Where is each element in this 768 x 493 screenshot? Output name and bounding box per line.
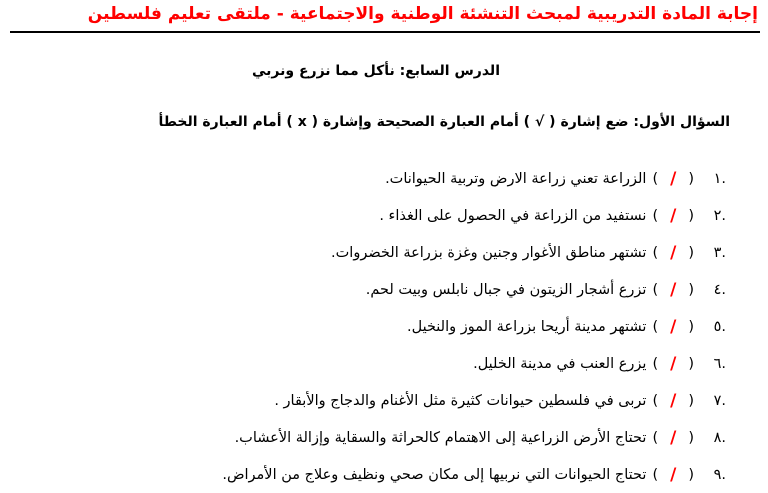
item-number: .٥ [713, 318, 726, 335]
open-paren: ( [688, 244, 694, 261]
answer-mark: / [670, 390, 677, 411]
item-number: .٧ [713, 392, 726, 409]
list-item [0, 234, 726, 271]
header-divider [10, 31, 760, 33]
item-number: .١ [713, 170, 726, 187]
open-paren: ( [688, 355, 694, 372]
item-number: .٦ [713, 355, 726, 372]
question-title: السؤال الأول: ضع إشارة ( √ ) أمام العبارة الصحيحة وإشارة ( x ) أمام العبارة الخطأ [158, 114, 730, 130]
answer-mark: / [670, 279, 677, 300]
item-text: تحتاج الأرض الزراعية إلى الاهتمام كالحراثة والسقاية وإزالة الأعشاب. [234, 429, 647, 446]
item-text: تشتهر مدينة أريحا بزراعة الموز والنخيل. [406, 318, 647, 335]
open-paren: ( [688, 429, 694, 446]
item-number: .٤ [713, 281, 726, 298]
answer-mark: / [670, 427, 677, 448]
close-paren: ) [652, 207, 659, 224]
page-header-title: إجابة المادة التدريبية لمبحث التنشئة الوطنية والاجتماعية - ملتقى تعليم فلسطين [87, 4, 758, 24]
list-item [0, 382, 726, 419]
list-item [0, 197, 726, 234]
close-paren: ) [652, 466, 659, 483]
item-number: .٩ [713, 466, 726, 483]
close-paren: ) [652, 355, 659, 372]
answer-mark: / [670, 168, 677, 189]
item-text: تزرع أشجار الزيتون في جبال نابلس وبيت لحم. [365, 281, 647, 298]
answer-mark: / [670, 353, 677, 374]
close-paren: ) [652, 318, 659, 335]
list-item [0, 345, 726, 382]
open-paren: ( [688, 170, 694, 187]
open-paren: ( [688, 207, 694, 224]
open-paren: ( [688, 318, 694, 335]
answer-mark: / [670, 242, 677, 263]
list-item [0, 308, 726, 345]
close-paren: ) [652, 429, 659, 446]
item-number: .٣ [713, 244, 726, 261]
close-paren: ) [652, 281, 659, 298]
item-text: تشتهر مناطق الأغوار وجنين وغزة بزراعة الخضروات. [331, 244, 647, 261]
answer-mark: / [670, 464, 677, 485]
list-item [0, 160, 726, 197]
item-text: الزراعة تعني زراعة الارض وتربية الحيوانات. [385, 170, 647, 187]
item-text: يزرع العنب في مدينة الخليل. [473, 355, 647, 372]
close-paren: ) [652, 244, 659, 261]
item-text: تربى في فلسطين حيوانات كثيرة مثل الأغنام والدجاج والأبقار . [274, 392, 647, 409]
item-number: .٨ [713, 429, 726, 446]
answer-mark: / [670, 316, 677, 337]
open-paren: ( [688, 466, 694, 483]
close-paren: ) [652, 392, 659, 409]
item-number: .٢ [713, 207, 726, 224]
close-paren: ) [652, 170, 659, 187]
list-item [0, 271, 726, 308]
answer-mark: / [670, 205, 677, 226]
item-text: نستفيد من الزراعة في الحصول على الغذاء . [379, 207, 647, 224]
lesson-title: الدرس السابع: نأكل مما نزرع ونربي [251, 63, 500, 79]
open-paren: ( [688, 392, 694, 409]
answer-list [0, 160, 726, 493]
open-paren: ( [688, 281, 694, 298]
item-text: تحتاج الحيوانات التي نربيها إلى مكان صحي ونظيف وعلاج من الأمراض. [222, 466, 647, 483]
list-item [0, 419, 726, 456]
list-item [0, 456, 726, 493]
